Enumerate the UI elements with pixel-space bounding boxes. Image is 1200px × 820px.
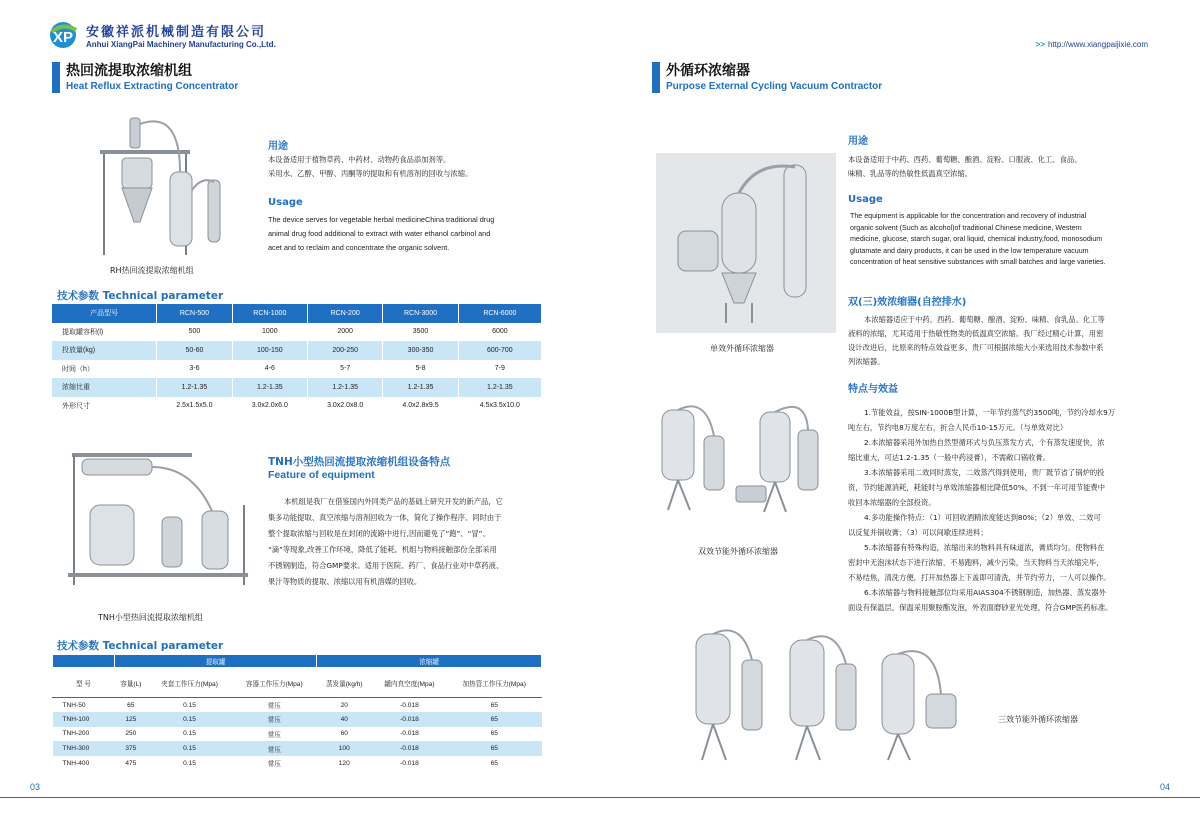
usage-cn-title: 用途 [268, 141, 288, 152]
table-row: 时间（h） 3-6 4-6 5-7 5-8 7-9 [52, 360, 542, 379]
website-url[interactable]: >> http://www.xiangpaijixie.com [1035, 40, 1148, 49]
right-page [600, 0, 1200, 820]
section-title-en: Heat Reflux Extracting Concentrator [66, 81, 239, 92]
table-row: TNH-300 375 0.15 常压 100 -0.018 65 [53, 741, 542, 756]
xp-logo-icon [48, 20, 82, 50]
company-name-cn: 安徽祥派机械制造有限公司 [86, 25, 267, 40]
triple-effect-caption: 三效节能外循环浓缩器 [998, 715, 1078, 724]
table-row: 投放量(kg) 50-60 100-150 200-250 300-350 600-700 [52, 341, 542, 360]
table-row: TNH-200 250 0.15 常压 60 -0.018 65 [62, 730, 498, 739]
usage-en-text: The equipment is applicable for the concentration and recovery of industrial organic solvent (Such as alcohol)of traditional Chinese medicine, Western medicine, glucose, starch sugar, oral liquid, chemical industry,food, monosodium glutamate and dairy products, it can be used in the low temperature vacuum concentration of heat sensitive substances with small batches and large varieties. [850, 212, 1106, 266]
table-header-row: 型 号 容量(L) 夹套工作压力(Mpa) 容器工作压力(Mpa) 蒸发量(kg/h) 罐内真空度(Mpa) 加热管工作压力(Mpa) [53, 668, 542, 698]
tnh-features-text: 本机组是我厂在借鉴国内外同类产品的基础上研究开发的新产品，它 集多功能提取、真空浓缩与溶剂回收为一体，简化了操作程序。同时由于 整个提取浓缩与回收是在封闭的流路中进行,因而避免了“跑”、“冒”、 “滴”等现象,改善工作环境，降低了能耗。机组与物料接触部份全部采用 不锈钢制造，符合GMP要求。适用于医院、药厂、食品行业对中草药液、 果汁等物质的提取、浓缩以用有机溶媒的回收。 [268, 497, 504, 586]
multi-effect-text: 本浓缩器适应于中药、西药、葡萄糖、酿酒、淀粉、味精、食乳品、化工等 液料的浓缩，尤其适用于热敏性物类的低温真空浓缩。我厂经过精心计算，用密 设计改进后，比原来的特点效益更多。贵厂可根据浓缩大小来选用技术参数中系 列浓缩器。 [848, 315, 1105, 366]
table-group-header-row: 提取罐 浓缩罐 [53, 655, 542, 668]
table-row: 外形尺寸 2.5x1.5x5.0 3.0x2.0x6.0 3.0x2.0x8.0 4.0x2.8x9.5 4.5x3.5x10.0 [52, 397, 542, 416]
single-effect-caption: 单效外循环浓缩器 [710, 344, 774, 353]
table-row: 提取罐容积(l) 500 1000 2000 3500 6000 [52, 323, 542, 342]
table1-title: 技术参数 Technical parameter [57, 290, 224, 302]
company-logo [48, 20, 276, 50]
usage-cn-text: 本设备适用于植物草药、中药材、动物药食品添加剂等。 采用水、乙醇、甲醇、丙酮等的提取和有机溶剂的回收与浓缩。 [268, 155, 473, 178]
svg-text:XP: XP [53, 29, 74, 46]
rh-machine-caption: RH热回流提取浓缩机组 [110, 266, 194, 275]
section-heading-heat-reflux [52, 62, 238, 93]
tnh-features-title-en: Feature of equipment [268, 469, 375, 481]
double-effect-caption: 双效节能外循环浓缩器 [698, 547, 778, 556]
page-number-right: 04 [1159, 782, 1170, 792]
page-number-left: 03 [30, 782, 41, 792]
footer-line [600, 797, 1200, 798]
tnh-machine-caption: TNH小型热回流提取浓缩机组 [98, 613, 203, 622]
double-chevron-icon: >> [1035, 40, 1045, 49]
table-rcn-parameters [52, 304, 542, 415]
usage-en-title: Usage [268, 197, 303, 208]
usage-cn-title: 用途 [848, 136, 868, 147]
table-tnh-parameters [52, 654, 542, 770]
usage-cn-text: 本设备适用于中药、西药、葡萄糖、酿酒、淀粉、口服液、化工、食品、 味精、乳品等的热敏性低温真空浓缩。 [848, 155, 1082, 178]
table-header-row: 产品型号 RCN-500 RCN-1000 RCN-200 RCN-3000 RCN-6000 [52, 304, 542, 323]
tnh-features-title-cn: TNH小型热回流提取浓缩机组设备特点 [268, 456, 451, 468]
table-row: TNH-400 475 0.15 常压 120 -0.018 65 [62, 759, 498, 769]
footer-line [0, 797, 600, 798]
triple-effect-image [686, 620, 976, 770]
single-effect-image [656, 153, 836, 333]
section-title-cn: 外循环浓缩器 [666, 63, 750, 79]
usage-en-title: Usage [848, 194, 883, 205]
section-title-cn: 热回流提取浓缩机组 [66, 63, 192, 79]
company-name-en: Anhui XiangPai Machinery Manufacturing Co.,Ltd. [86, 40, 276, 49]
usage-en-text: The device serves for vegetable herbal medicineChina traditional drug animal drug food additional to extract with water ethanol carbinol and acet and to reclaim and concentrate the organic solvent. [268, 215, 495, 252]
features-text: 1.节能效益，按SIN-1000B型计算，一年节约蒸气约3500吨，节约冷却水9万 吨左右，节约电8万度左右，折合人民币10-15万元。（与单效对比） 2.本浓缩器采用外加热自然型循环式与负压蒸发方式，个有蒸发速度快，浓 缩比重大，可达1.2-1.35（一般中药浸膏），不需敞口锅收膏。 3.本浓缩器采用二效同时蒸发，二效蒸汽得到使用，贵厂既节省了锅炉的投 资，节约能源消耗，耗能时与单效浓缩器相比降低50%，不到一年可用节能费中 收回本浓缩器的全部投资。 4.多功能操作特点：（1）可回收酒精浓度能达到80%；（2）单效、二效可 以反复并锅收膏；（3）可以间歇连续进料； 5.本浓缩器有特殊构造，浓缩出来的物料具有味道浓，膏质均匀。使物料在 密封中无泡沫状态下进行浓缩，不易跑料，减少污染，当天物料当天浓缩完毕， 不易结焦，清洗方便，打开加热器上下盖即可清洗，并节约劳力，一人可以操作。 6.本浓缩器与物料接触部位均采用AIAS304不锈钢制造，加热器、蒸发器外 面设有保温层，保温采用聚胺酯发泡，外表面磨砂亚光处理，符合GMP医药标准。 [848, 408, 1116, 612]
features-title: 特点与效益 [848, 384, 898, 395]
section-title-en: Purpose External Cycling Vacuum Contractor [666, 81, 883, 92]
table-row: TNH-100 125 0.15 常压 40 -0.018 65 [53, 712, 542, 727]
section-heading-tnh-features [268, 454, 450, 481]
tnh-machine-image [62, 445, 252, 595]
table-row: 浓缩比重 1.2-1.35 1.2-1.35 1.2-1.35 1.2-1.35 1.2-1.35 [52, 378, 542, 397]
table2-title: 技术参数 Technical parameter [57, 640, 224, 652]
multi-effect-title: 双(三)效浓缩器(自控排水) [848, 297, 967, 308]
double-effect-image [656, 400, 836, 540]
table-row: TNH-50 65 0.15 常压 20 -0.018 65 [62, 701, 498, 711]
section-heading-external-cycling [652, 62, 882, 93]
rh-machine-image [90, 110, 250, 260]
